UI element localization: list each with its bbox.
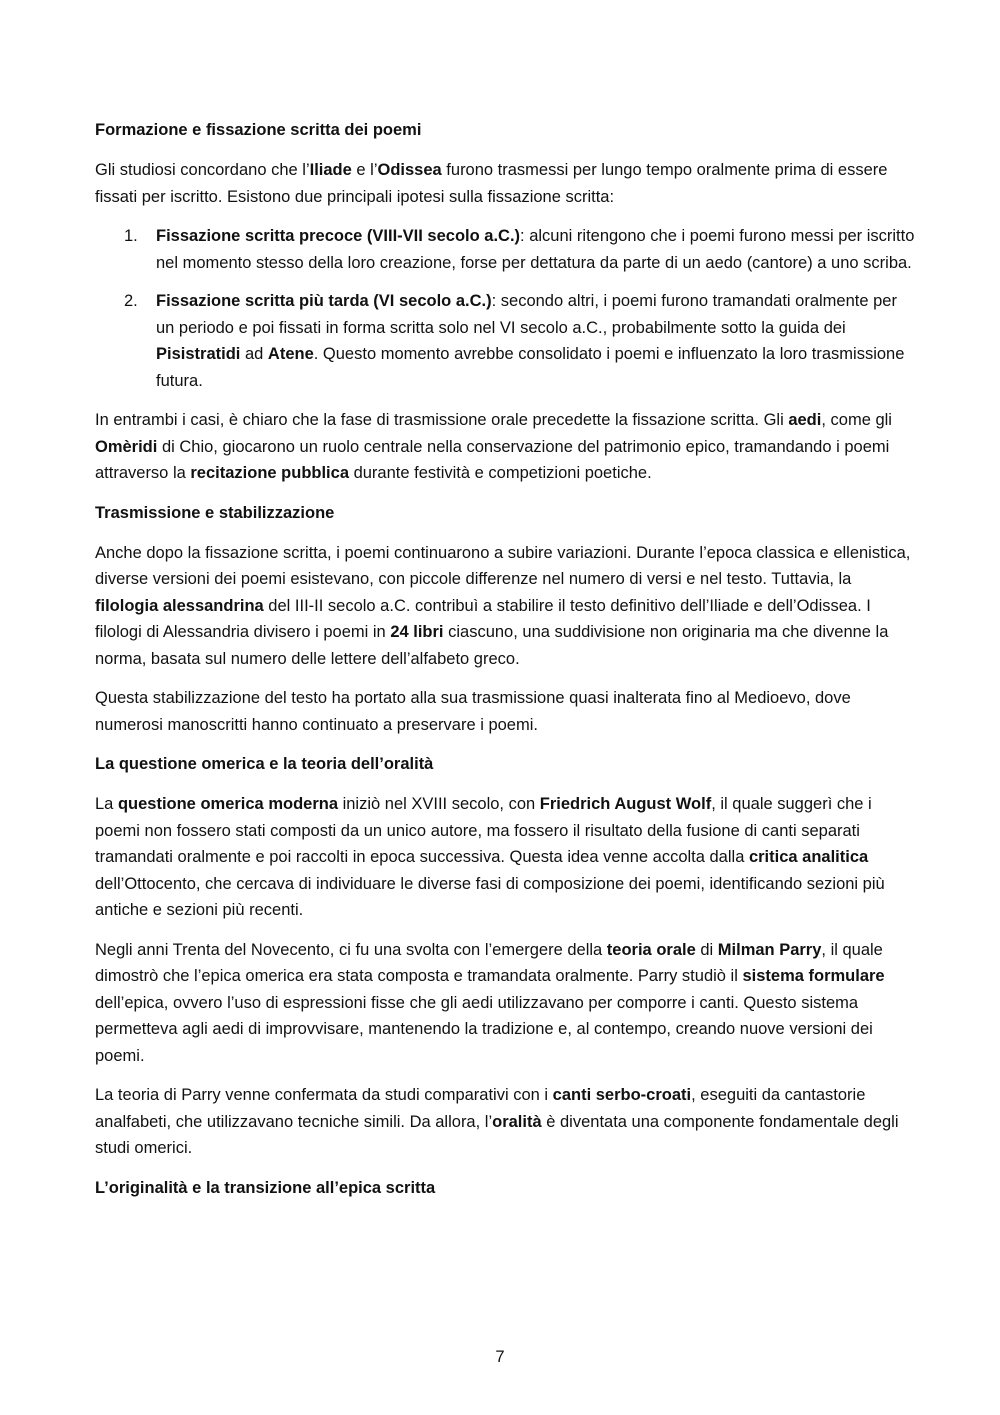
text-run: , come gli bbox=[821, 411, 892, 429]
numbered-list bbox=[95, 223, 915, 394]
paragraph bbox=[95, 157, 915, 210]
text-run: La bbox=[95, 795, 118, 813]
paragraph bbox=[95, 937, 915, 1070]
bold-term: Milman Parry bbox=[717, 940, 822, 959]
bold-term: Fissazione scritta più tarda (VI secolo a.C.) bbox=[156, 292, 492, 310]
text-run: Negli anni Trenta del Novecento, ci fu una svolta con l’emergere della bbox=[95, 940, 607, 959]
paragraph bbox=[95, 407, 915, 487]
section-heading: L’originalità e la transizione all’epica scritta bbox=[95, 1178, 436, 1197]
text-run: durante festività e competizioni poetiche. bbox=[349, 464, 652, 482]
page-number: 7 bbox=[495, 1348, 505, 1366]
text-run: , il quale dimostrò che l’epica omerica era stata composta e tramandata oralmente. Parry studiò il bbox=[95, 940, 883, 985]
section-heading: Formazione e fissazione scritta dei poemi bbox=[95, 121, 422, 139]
text-run: furono trasmessi per lungo tempo oralmente prima di essere fissati per iscritto. Esistono due principali ipotesi sulla fissazione scritta: bbox=[95, 161, 888, 206]
list-number: 2. bbox=[124, 292, 138, 310]
text-run: è diventata una componente fondamentale degli studi omerici. bbox=[95, 1112, 899, 1157]
text-run: di Chio, giocarono un ruolo centrale nella conservazione del patrimonio epico, tramandando i poemi attraverso la bbox=[95, 437, 890, 482]
bold-term: aedi bbox=[788, 411, 822, 429]
bold-term: Fissazione scritta precoce (VIII-VII secolo a.C.) bbox=[156, 227, 521, 245]
list-number: 1. bbox=[124, 227, 138, 245]
text-run: iniziò nel XVIII secolo, con bbox=[338, 795, 540, 813]
text-run: La teoria di Parry venne confermata da studi comparativi con i bbox=[95, 1086, 553, 1104]
paragraph bbox=[95, 791, 915, 924]
text-run: ad bbox=[240, 345, 268, 363]
document-page bbox=[95, 117, 915, 1215]
bold-term: Omèridi bbox=[95, 437, 158, 456]
text-run: e l’ bbox=[351, 161, 378, 179]
text-run: , eseguiti da cantastorie analfabeti, che utilizzavano tecniche simili. Da allora, l’ bbox=[95, 1086, 866, 1131]
bold-term: oralità bbox=[492, 1112, 542, 1131]
text-run: : secondo altri, i poemi furono tramandati oralmente per un periodo e poi fissati in forma scritta solo nel VI secolo a.C., probabilmente sotto la guida dei bbox=[156, 292, 897, 337]
text-run: , il quale suggerì che i poemi non fossero stati composti da un unico autore, ma fossero il risultato della fusione di canti separati tramandati oralmente e poi raccolti in epoca successiva. Questa idea venne accolta dalla bbox=[95, 795, 872, 866]
text-run: del III-II secolo a.C. contribuì a stabilire il testo definitivo dell’Iliade e dell’Odissea. I filologi di Alessandria divisero i poemi in bbox=[95, 596, 871, 641]
bold-term: recitazione pubblica bbox=[190, 464, 349, 482]
bold-term: Pisistratidi bbox=[156, 345, 241, 363]
paragraph: Questa stabilizzazione del testo ha portato alla sua trasmissione quasi inalterata fino al Medioevo, dove numerosi manoscritti hanno continuato a preservare i poemi. bbox=[95, 689, 851, 734]
bold-term: 24 libri bbox=[390, 623, 444, 641]
text-run: : alcuni ritengono che i poemi furono messi per iscritto nel momento stesso della loro creazione, forse per dettatura da parte di un aedo (cantore) a uno scriba. bbox=[156, 227, 915, 272]
bold-term: questione omerica moderna bbox=[117, 795, 338, 813]
bold-term: sistema formulare bbox=[742, 967, 885, 985]
section-heading: La questione omerica e la teoria dell’oralità bbox=[95, 755, 434, 773]
paragraph bbox=[95, 1082, 915, 1162]
text-run: dell’Ottocento, che cercava di individuare le diverse fasi di composizione dei poemi, identificando sezioni più antiche e sezioni più recenti. bbox=[95, 874, 885, 919]
section-heading: Trasmissione e stabilizzazione bbox=[95, 503, 335, 522]
bold-term: Friedrich August Wolf bbox=[539, 795, 712, 813]
text-run: dell’epica, ovvero l’uso di espressioni fisse che gli aedi utilizzavano per comporre i canti. Questo sistema permetteva agli aedi di improvvisare, mantenendo la tradizione e, al contempo, creando nuove versioni dei poemi. bbox=[95, 993, 873, 1065]
list-item bbox=[95, 288, 915, 394]
bold-term: Odissea bbox=[377, 161, 442, 179]
text-run: di bbox=[695, 940, 718, 959]
text-run: Gli studiosi concordano che l’ bbox=[95, 161, 310, 179]
text-run: . Questo momento avrebbe consolidato i poemi e influenzato la loro trasmissione futura. bbox=[156, 345, 905, 390]
text-run: ciascuno, una suddivisione non originaria ma che divenne la norma, basata sul numero delle lettere dell’alfabeto greco. bbox=[95, 623, 889, 668]
bold-term: Atene bbox=[267, 345, 314, 363]
bold-term: canti serbo-croati bbox=[552, 1086, 692, 1104]
paragraph bbox=[95, 540, 915, 673]
list-item bbox=[95, 223, 915, 276]
bold-term: filologia alessandrina bbox=[95, 596, 264, 615]
bold-term: critica analitica bbox=[748, 848, 869, 866]
bold-term: teoria orale bbox=[606, 940, 696, 959]
text-run: Anche dopo la fissazione scritta, i poemi continuarono a subire variazioni. Durante l’epoca classica e ellenistica, diverse versioni dei poemi esistevano, con piccole differenze nel numero di versi e nel testo. Tuttavia, la bbox=[95, 543, 911, 588]
text-run: In entrambi i casi, è chiaro che la fase di trasmissione orale precedette la fissazione scritta. Gli bbox=[95, 411, 789, 429]
bold-term: Iliade bbox=[309, 161, 352, 179]
